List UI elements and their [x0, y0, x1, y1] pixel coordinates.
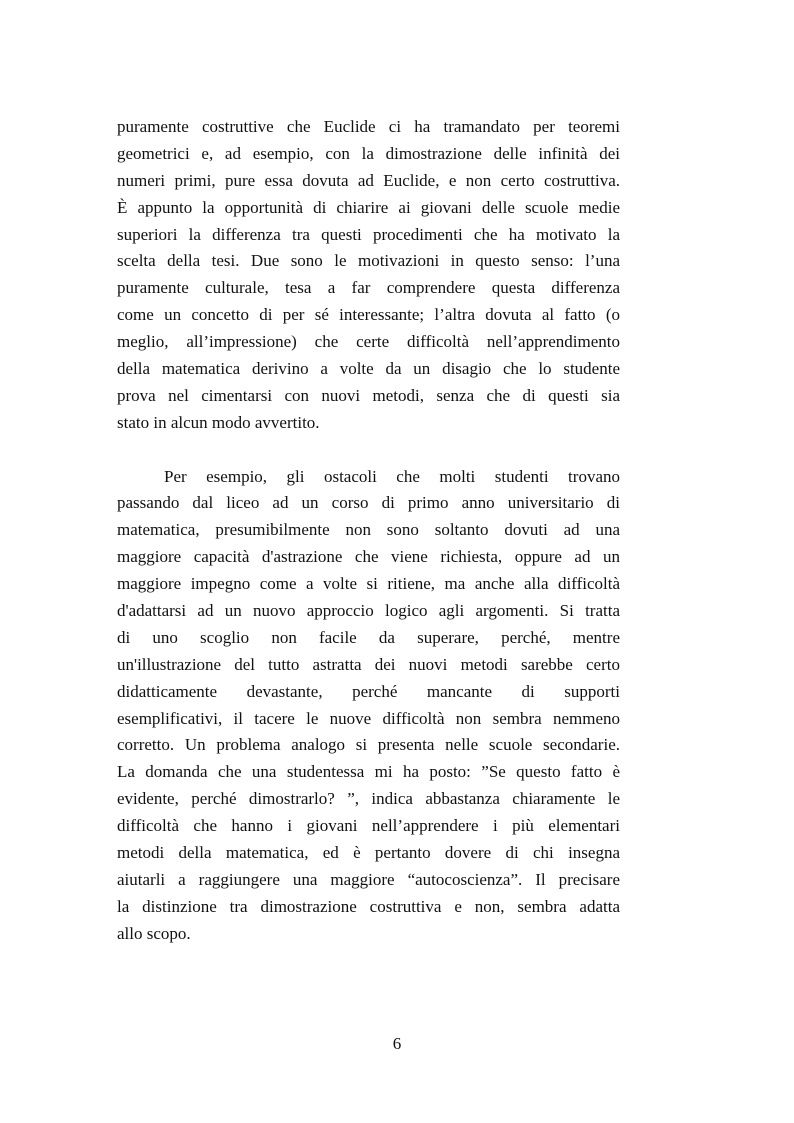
text-line: numeri primi, pure essa dovuta ad Euclide, e non certo costruttiva. — [117, 170, 620, 190]
text-line: corretto. Un problema analogo si presenta nelle scuole secondarie. — [117, 735, 620, 755]
text-line: allo scopo. — [117, 923, 191, 943]
text-line: Per esempio, gli ostacoli che molti studenti trovano — [164, 466, 620, 486]
body-text — [117, 114, 620, 948]
text-line: scelta della tesi. Due sono le motivazioni in questo senso: l’una — [117, 251, 620, 271]
text-line: È appunto la opportunità di chiarire ai giovani delle scuole medie — [117, 197, 620, 217]
text-line: maggiore impegno come a volte si ritiene, ma anche alla difficoltà — [117, 574, 620, 594]
paragraph-1 — [117, 114, 620, 437]
text-line: prova nel cimentarsi con nuovi metodi, senza che di questi sia — [117, 385, 620, 405]
text-line: meglio, all’impressione) che certe difficoltà nell’apprendimento — [117, 332, 620, 352]
text-line: metodi della matematica, ed è pertanto dovere di chi insegna — [117, 843, 620, 863]
text-line: difficoltà che hanno i giovani nell’apprendere i più elementari — [117, 816, 620, 836]
text-line: evidente, perché dimostrarlo? ”, indica abbastanza chiaramente le — [117, 789, 620, 809]
paragraph-2 — [117, 464, 620, 948]
text-line: puramente costruttive che Euclide ci ha tramandato per teoremi — [117, 117, 620, 136]
text-line: didatticamente devastante, perché mancante di supporti — [117, 681, 620, 701]
text-line: superiori la differenza tra questi procedimenti che ha motivato la — [117, 224, 620, 244]
page-number: 6 — [392, 1034, 402, 1053]
text-line: La domanda che una studentessa mi ha posto: ”Se questo fatto è — [117, 762, 620, 782]
text-line: aiutarli a raggiungere una maggiore “autocoscienza”. Il precisare — [117, 869, 620, 889]
text-line: la distinzione tra dimostrazione costruttiva e non, sembra adatta — [117, 896, 620, 916]
text-line: passando dal liceo ad un corso di primo anno universitario di — [117, 493, 620, 513]
paragraph-spacer — [117, 437, 620, 464]
text-line: matematica, presumibilmente non sono soltanto dovuti ad una — [117, 520, 620, 540]
text-line: maggiore capacità d'astrazione che viene richiesta, oppure ad un — [117, 547, 620, 567]
text-line: stato in alcun modo avvertito. — [117, 412, 320, 432]
text-line: geometrici e, ad esempio, con la dimostrazione delle infinità dei — [117, 143, 620, 163]
text-line: esemplificativi, il tacere le nuove difficoltà non sembra nemmeno — [117, 708, 620, 728]
text-line: puramente culturale, tesa a far comprendere questa differenza — [117, 278, 620, 298]
text-line: d'adattarsi ad un nuovo approccio logico agli argomenti. Si tratta — [117, 601, 620, 621]
text-line: un'illustrazione del tutto astratta dei nuovi metodi sarebbe certo — [117, 654, 620, 674]
text-line: come un concetto di per sé interessante; l’altra dovuta al fatto (o — [117, 305, 620, 325]
text-line: della matematica derivino a volte da un disagio che lo studente — [117, 359, 620, 379]
text-line: di uno scoglio non facile da superare, perché, mentre — [117, 627, 620, 647]
